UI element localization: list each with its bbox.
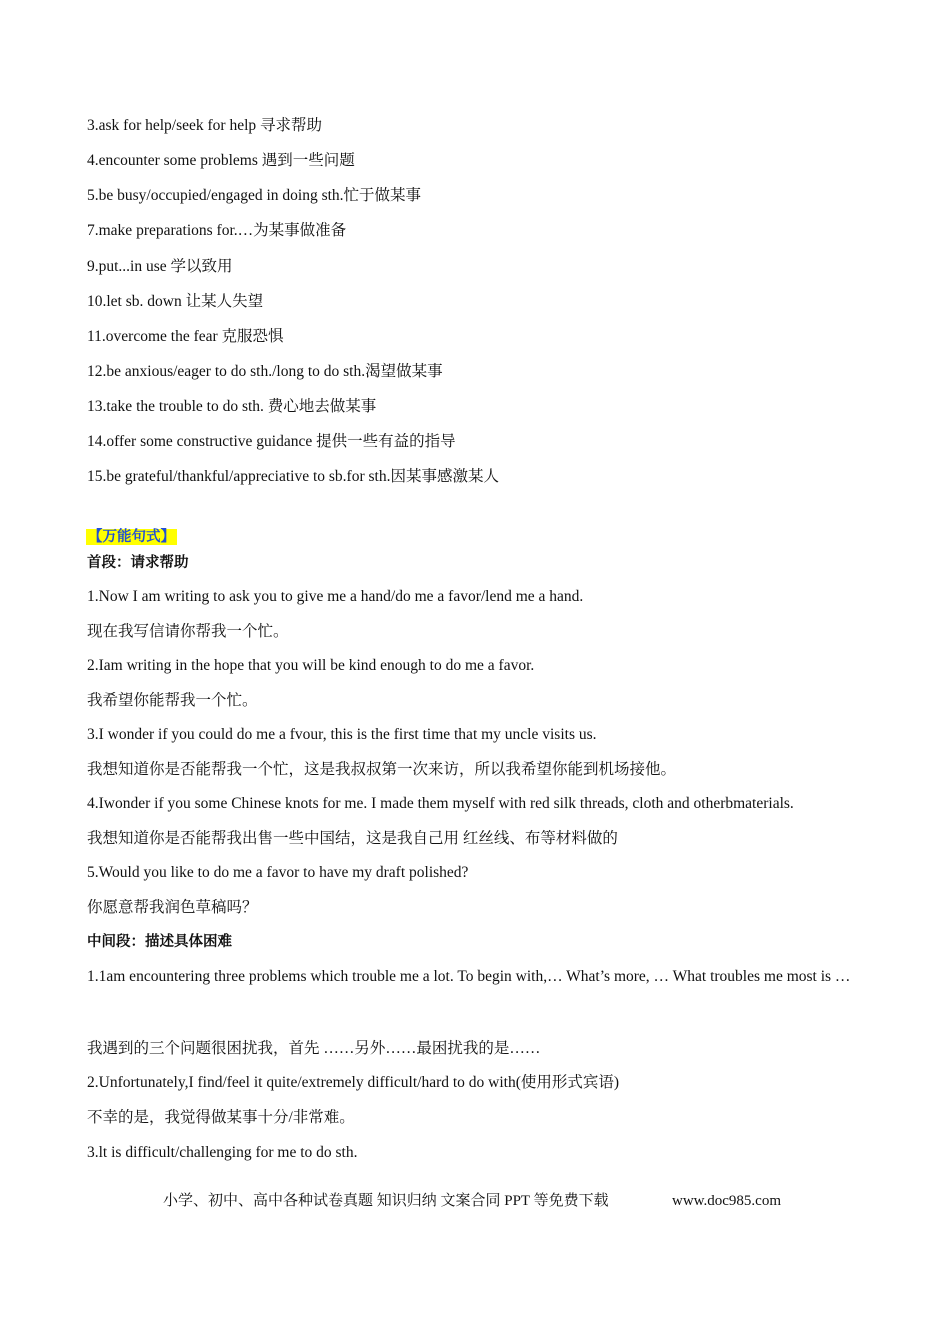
opening-heading: 首段：请求帮助 — [87, 555, 189, 571]
middle-heading: 中间段：描述具体困难 — [87, 934, 232, 950]
middle-paragraph-cn: 我遇到的三个问题很困扰我，首先 ……另外……最困扰我的是…… — [87, 1040, 541, 1057]
phrase-item: 9.put...in use 学以致用 — [87, 258, 233, 275]
middle-paragraph: 1.1am encountering three problems which trouble me a lot. To begin with,… What’s more, … What troubles me most is … — [87, 968, 851, 985]
opening-line: 5.Would you like to do me a favor to have my draft polished? — [87, 864, 469, 881]
opening-line: 现在我写信请你帮我一个忙。 — [87, 623, 289, 640]
phrase-item: 7.make preparations for.…为某事做准备 — [87, 222, 347, 239]
footer-text: 小学、初中、高中各种试卷真题 知识归纳 文案合同 PPT 等免费下载 — [163, 1193, 609, 1209]
footer-url: www.doc985.com — [672, 1193, 782, 1209]
middle-line: 3.lt is difficult/challenging for me to do sth. — [87, 1144, 358, 1161]
section-tag-line — [86, 527, 177, 547]
opening-line: 我希望你能帮我一个忙。 — [87, 692, 258, 709]
opening-line: 4.Iwonder if you some Chinese knots for me. I made them myself with red silk threads, cloth and otherbmaterials. — [87, 795, 794, 812]
phrase-item: 15.be grateful/thankful/appreciative to sb.for sth.因某事感激某人 — [87, 468, 499, 485]
phrase-item: 10.let sb. down 让某人失望 — [87, 293, 264, 310]
opening-line: 1.Now I am writing to ask you to give me a hand/do me a favor/lend me a hand. — [87, 588, 584, 605]
phrase-item: 13.take the trouble to do sth. 费心地去做某事 — [87, 398, 377, 415]
opening-line: 我想知道你是否能帮我出售一些中国结，这是我自己用 红丝线、布等材料做的 — [87, 830, 618, 847]
phrase-item: 5.be busy/occupied/engaged in doing sth.忙于做某事 — [87, 187, 422, 204]
phrase-item: 14.offer some constructive guidance 提供一些有益的指导 — [87, 433, 456, 450]
middle-line: 不幸的是，我觉得做某事十分/非常难。 — [87, 1109, 355, 1126]
opening-line: 你愿意帮我润色草稿吗？ — [87, 899, 258, 916]
phrase-item: 3.ask for help/seek for help 寻求帮助 — [87, 117, 323, 134]
opening-line: 我想知道你是否能帮我一个忙，这是我叔叔第一次来访，所以我希望你能到机场接他。 — [87, 761, 677, 778]
middle-line: 2.Unfortunately,I find/feel it quite/extremely difficult/hard to do with(使用形式宾语) — [87, 1074, 620, 1091]
section-tag: 【万能句式】 — [88, 529, 175, 545]
opening-line: 3.I wonder if you could do me a fvour, this is the first time that my uncle visits us. — [87, 726, 597, 743]
opening-line: 2.Iam writing in the hope that you will be kind enough to do me a favor. — [87, 657, 535, 674]
phrase-item: 4.encounter some problems 遇到一些问题 — [87, 152, 355, 169]
phrase-item: 11.overcome the fear 克服恐惧 — [87, 328, 284, 345]
phrase-item: 12.be anxious/eager to do sth./long to do sth.渴望做某事 — [87, 363, 443, 380]
